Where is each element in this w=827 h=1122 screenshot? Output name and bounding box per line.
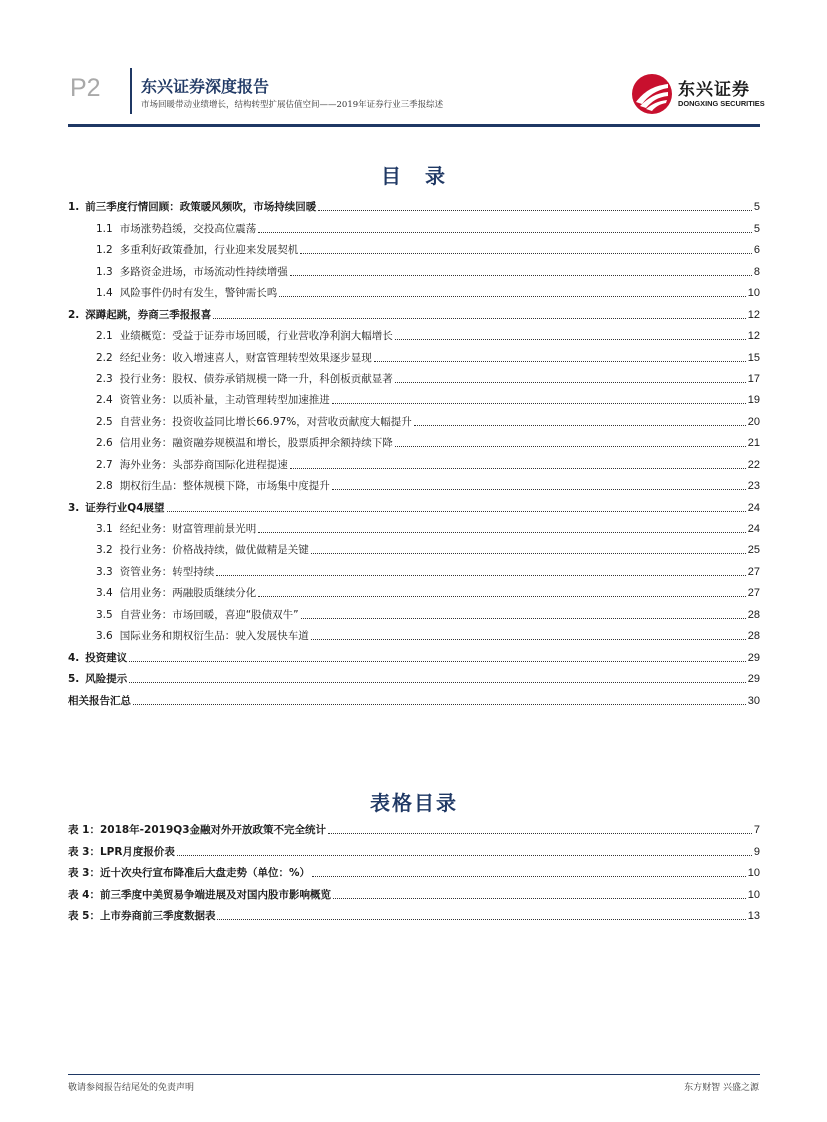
leader-dots: [258, 531, 746, 533]
toc-entry-number: 1.3: [96, 265, 113, 278]
toc-entry[interactable]: [68, 257, 760, 278]
header-divider: [130, 68, 132, 114]
toc-entry-title: 投行业务：价格战持续，做优做精是关键: [119, 544, 309, 557]
toc-entry-number: 2.5: [96, 415, 113, 428]
leader-dots: [129, 681, 745, 683]
page-ref: 17: [747, 372, 760, 385]
toc-entry-title: 自营业务：投资收益同比增长66.97%，对营收贡献度大幅提升: [119, 415, 412, 428]
leader-dots: [167, 510, 746, 512]
leader-dots: [290, 274, 752, 276]
toc-entry-title: 国际业务和期权衍生品：驶入发展快车道: [119, 630, 309, 643]
page-ref: 21: [747, 437, 760, 450]
leader-dots: [300, 252, 752, 254]
page-ref: 20: [747, 415, 760, 428]
leader-dots: [258, 231, 752, 233]
page-ref: 6: [753, 244, 760, 257]
page-ref: 12: [747, 330, 760, 343]
page-ref: 24: [747, 523, 760, 535]
toc-entry-number: 2.8: [96, 480, 113, 493]
footer-disclaimer: 敬请参阅报告结尾处的免责声明: [68, 1083, 195, 1093]
toc-entry-number: 2.1: [96, 330, 113, 343]
page-ref: 29: [747, 673, 760, 686]
tables-toc-list: [68, 816, 760, 923]
leader-dots: [258, 595, 746, 597]
page-ref: 10: [747, 888, 760, 901]
toc-entry-title: 风险事件仍时有发生，警钟需长鸣: [119, 287, 278, 300]
toc-list: [68, 193, 760, 708]
toc-entry-number: 3.2: [96, 544, 113, 557]
table-index-title: 表 3：近十次央行宣布降准后大盘走势（单位：%）: [68, 867, 310, 880]
toc-entry[interactable]: [68, 536, 760, 557]
toc-entry[interactable]: [68, 579, 760, 600]
toc-entry-number: 1.4: [96, 287, 113, 300]
page-ref: 12: [747, 308, 760, 321]
page-ref: 7: [753, 824, 760, 837]
toc-entry[interactable]: [68, 450, 760, 471]
table-index-title: 表 4：前三季度中美贸易争端进展及对国内股市影响概览: [68, 888, 331, 901]
page-ref: 5: [753, 222, 760, 235]
leader-dots: [279, 295, 746, 297]
toc-entry[interactable]: [68, 493, 760, 514]
page-ref: 19: [747, 394, 760, 407]
toc-entry-title: 相关报告汇总: [68, 694, 131, 707]
page-ref: 15: [747, 351, 760, 364]
toc-entry-number: 3.4: [96, 587, 113, 600]
tables-toc-title: 表格目录: [370, 791, 458, 815]
page-ref: 22: [747, 458, 760, 471]
toc-entry[interactable]: [68, 686, 760, 707]
page-ref: 5: [753, 201, 760, 214]
leader-dots: [332, 488, 746, 490]
toc-entry-number: 3.: [68, 501, 80, 514]
toc-entry-title: 多路资金进场，市场流动性持续增强: [119, 265, 288, 278]
toc-entry-number: 5.: [68, 673, 80, 686]
table-index-entry[interactable]: [68, 859, 760, 880]
footer-rule: [68, 1074, 760, 1075]
page-ref: 10: [747, 287, 760, 300]
toc-entry[interactable]: [68, 343, 760, 364]
toc-entry-title: 自营业务：市场回暖，喜迎“股债双牛”: [119, 608, 299, 621]
toc-entry-title: 前三季度行情回顾：政策暖风频吹，市场持续回暖: [85, 201, 317, 214]
toc-entry-title: 证券行业Q4展望: [85, 501, 165, 514]
toc-entry-number: 2.2: [96, 351, 113, 364]
toc-entry-title: 投行业务：股权、债券承销规模一降一升，科创板贡献显著: [119, 372, 393, 385]
header-rule: [68, 124, 760, 127]
toc-entry-title: 多重利好政策叠加，行业迎来发展契机: [119, 244, 299, 257]
toc-entry[interactable]: [68, 600, 760, 621]
toc-entry[interactable]: [68, 365, 760, 386]
logo-english-text: DONGXING SECURITIES: [678, 99, 765, 108]
report-subtitle: 市场回暖带动业绩增长，结构转型扩展估值空间——2019年证券行业三季报综述: [141, 100, 444, 110]
toc-entry-title: 风险提示: [85, 673, 128, 686]
toc-entry-title: 资管业务：以质补量，主动管理转型加速推进: [119, 394, 330, 407]
toc-entry-number: 3.1: [96, 523, 113, 535]
leader-dots: [311, 638, 746, 640]
toc-entry[interactable]: [68, 407, 760, 428]
leader-dots: [129, 660, 745, 662]
report-title: 东兴证券深度报告: [141, 77, 270, 96]
toc-entry-number: 2.6: [96, 437, 113, 450]
leader-dots: [133, 703, 746, 705]
toc-entry-title: 经纪业务：财富管理前景光明: [119, 523, 257, 535]
leader-dots: [311, 552, 746, 554]
toc-entry-number: 2.3: [96, 372, 113, 385]
toc-entry[interactable]: [68, 386, 760, 407]
page-ref: 27: [747, 565, 760, 578]
leader-dots: [217, 918, 745, 920]
toc-entry-number: 3.5: [96, 608, 113, 621]
toc-entry[interactable]: [68, 193, 760, 214]
leader-dots: [301, 617, 746, 619]
logo-text: 东兴证券: [678, 80, 750, 100]
page-ref: 30: [747, 694, 760, 707]
page-ref: 9: [753, 845, 760, 858]
page-ref: 25: [747, 544, 760, 557]
table-index-entry[interactable]: [68, 837, 760, 858]
toc-entry-number: 3.6: [96, 630, 113, 643]
toc-entry-title: 业绩概览：受益于证券市场回暖，行业营收净利润大幅增长: [119, 330, 393, 343]
toc-entry-title: 信用业务：两融股质继续分化: [119, 587, 257, 600]
page-ref: 8: [753, 265, 760, 278]
page-ref: 24: [747, 501, 760, 514]
toc-entry-title: 投资建议: [85, 651, 128, 664]
table-index-entry[interactable]: [68, 816, 760, 837]
table-index-title: 表 5：上市券商前三季度数据表: [68, 910, 216, 923]
page-ref: 28: [747, 630, 760, 643]
leader-dots: [216, 574, 746, 576]
page-ref: 10: [747, 867, 760, 880]
toc-entry-title: 信用业务：融资融券规模温和增长，股票质押余额持续下降: [119, 437, 393, 450]
table-index-entry[interactable]: [68, 880, 760, 901]
leader-dots: [328, 832, 752, 834]
toc-entry-title: 期权衍生品：整体规模下降，市场集中度提升: [119, 480, 330, 493]
toc-entry[interactable]: [68, 429, 760, 450]
page-number: P2: [70, 74, 101, 102]
toc-entry[interactable]: [68, 515, 760, 536]
page-ref: 28: [747, 608, 760, 621]
footer-slogan: 东方财智 兴盛之源: [684, 1083, 759, 1093]
leader-dots: [374, 360, 746, 362]
toc-entry[interactable]: [68, 322, 760, 343]
toc-entry[interactable]: [68, 557, 760, 578]
toc-entry[interactable]: [68, 214, 760, 235]
toc-title: 目 录: [381, 164, 447, 188]
leader-dots: [312, 875, 746, 877]
leader-dots: [332, 402, 746, 404]
toc-entry-number: 1.2: [96, 244, 113, 257]
leader-dots: [213, 317, 745, 319]
toc-entry[interactable]: [68, 622, 760, 643]
page-ref: 23: [747, 480, 760, 493]
page-ref: 13: [747, 910, 760, 923]
leader-dots: [395, 445, 746, 447]
leader-dots: [395, 381, 746, 383]
toc-entry-title: 经纪业务：收入增速喜人，财富管理转型效果逐步显现: [119, 351, 372, 364]
toc-entry-title: 深蹲起跳，券商三季报报喜: [85, 308, 212, 321]
toc-entry-number: 2.4: [96, 394, 113, 407]
toc-entry-number: 3.3: [96, 565, 113, 578]
toc-entry-number: 2.7: [96, 458, 113, 471]
toc-entry[interactable]: [68, 643, 760, 664]
page-ref: 29: [747, 651, 760, 664]
leader-dots: [177, 854, 752, 856]
toc-entry-title: 市场涨势趋缓，交投高位震荡: [119, 222, 257, 235]
logo-mark-icon: [630, 72, 674, 116]
toc-entry[interactable]: [68, 236, 760, 257]
toc-entry[interactable]: [68, 472, 760, 493]
toc-entry-number: 2.: [68, 308, 80, 321]
leader-dots: [318, 209, 752, 211]
toc-entry[interactable]: [68, 279, 760, 300]
toc-entry[interactable]: [68, 300, 760, 321]
toc-entry-number: 4.: [68, 651, 80, 664]
leader-dots: [333, 897, 746, 899]
toc-entry-title: 海外业务：头部券商国际化进程提速: [119, 458, 288, 471]
table-index-title: 表 1：2018年-2019Q3金融对外开放政策不完全统计: [68, 824, 326, 837]
toc-entry-title: 资管业务：转型持续: [119, 565, 215, 578]
toc-entry-number: 1.1: [96, 222, 113, 235]
page-ref: 27: [747, 587, 760, 600]
table-index-title: 表 3：LPR月度报价表: [68, 845, 175, 858]
leader-dots: [290, 467, 746, 469]
table-index-entry[interactable]: [68, 902, 760, 923]
company-logo: [630, 72, 765, 116]
toc-entry-number: 1.: [68, 201, 80, 214]
leader-dots: [395, 338, 746, 340]
toc-entry[interactable]: [68, 665, 760, 686]
leader-dots: [414, 424, 746, 426]
